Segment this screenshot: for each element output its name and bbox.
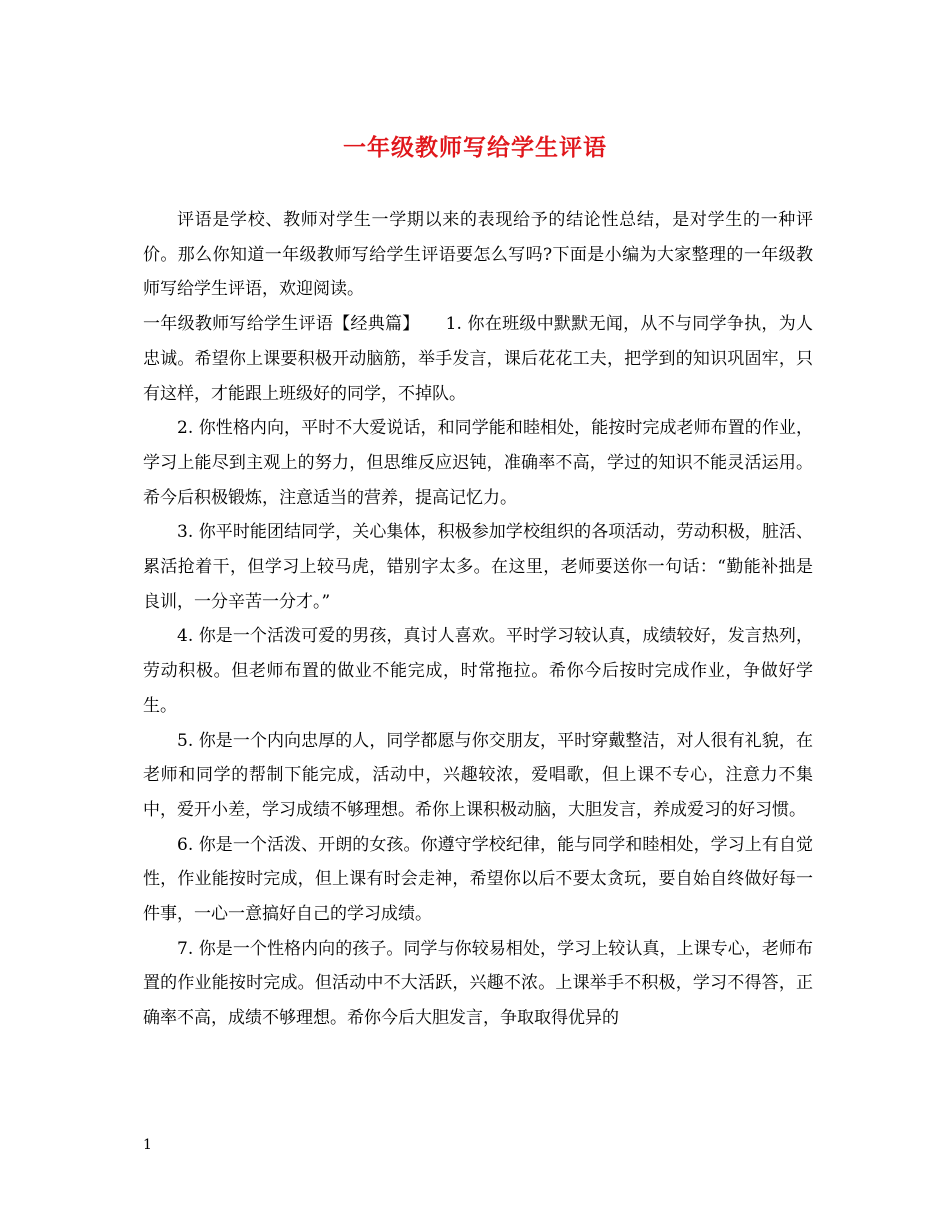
- page-number: 1: [143, 1137, 152, 1153]
- intro-paragraph: 评语是学校、教师对学生一学期以来的表现给予的结论性总结，是对学生的一种评价。那么你知道一年级教师写给学生评语要怎么写吗?下面是小编为大家整理的一年级教师写给学生评语，欢迎阅读。: [143, 210, 813, 300]
- document-title: 一年级教师写给学生评语: [343, 134, 607, 161]
- comment-item-2: 2. 你性格内向，平时不大爱说话，和同学能和睦相处，能按时完成老师布置的作业，学习上能尽到主观上的努力，但思维反应迟钝，准确率不高，学过的知识不能灵活运用。希今后积极锻炼，注意适当的营养，提高记忆力。: [143, 418, 813, 508]
- comment-item-7: 7. 你是一个性格内向的孩子。同学与你较易相处，学习上较认真，上课专心，老师布置的作业能按时完成。但活动中不大活跃，兴趣不浓。上课举手不积极，学习不得答，正确率不高，成绩不够理想。希你今后大胆发言，争取取得优异的: [143, 938, 813, 1029]
- comment-item-3: 3. 你平时能团结同学，关心集体，积极参加学校组织的各项活动，劳动积极，脏活、累活抢着干，但学习上较马虎，错别字太多。在这里，老师要送你一句话：“勤能补拙是良训，一分辛苦一分才。”: [143, 522, 813, 612]
- section-heading-paragraph: 一年级教师写给学生评语【经典篇】 1. 你在班级中默默无闻，从不与同学争执，为人忠诚。希望你上课要积极开动脑筋，举手发言，课后花花工夫，把学到的知识巩固牢，只有这样，才能跟上班级好的同学，不掉队。: [143, 314, 813, 404]
- comment-item-6: 6. 你是一个活泼、开朗的女孩。你遵守学校纪律，能与同学和睦相处，学习上有自觉性，作业能按时完成，但上课有时会走神，希望你以后不要太贪玩，要自始自终做好每一件事，一心一意搞好自己的学习成绩。: [143, 834, 813, 925]
- document-body: [143, 203, 813, 1036]
- comment-item-4: 4. 你是一个活泼可爱的男孩，真讨人喜欢。平时学习较认真，成绩较好，发言热列，劳动积极。但老师布置的做业不能完成，时常拖拉。希你今后按时完成作业，争做好学生。: [143, 626, 813, 716]
- comment-item-5: 5. 你是一个内向忠厚的人，同学都愿与你交朋友，平时穿戴整洁，对人很有礼貌，在老师和同学的帮制下能完成，活动中，兴趣较浓，爱唱歌，但上课不专心，注意力不集中，爱开小差，学习成绩不够理想。希你上课积极动脑，大胆发言，养成爱习的好习惯。: [143, 730, 813, 820]
